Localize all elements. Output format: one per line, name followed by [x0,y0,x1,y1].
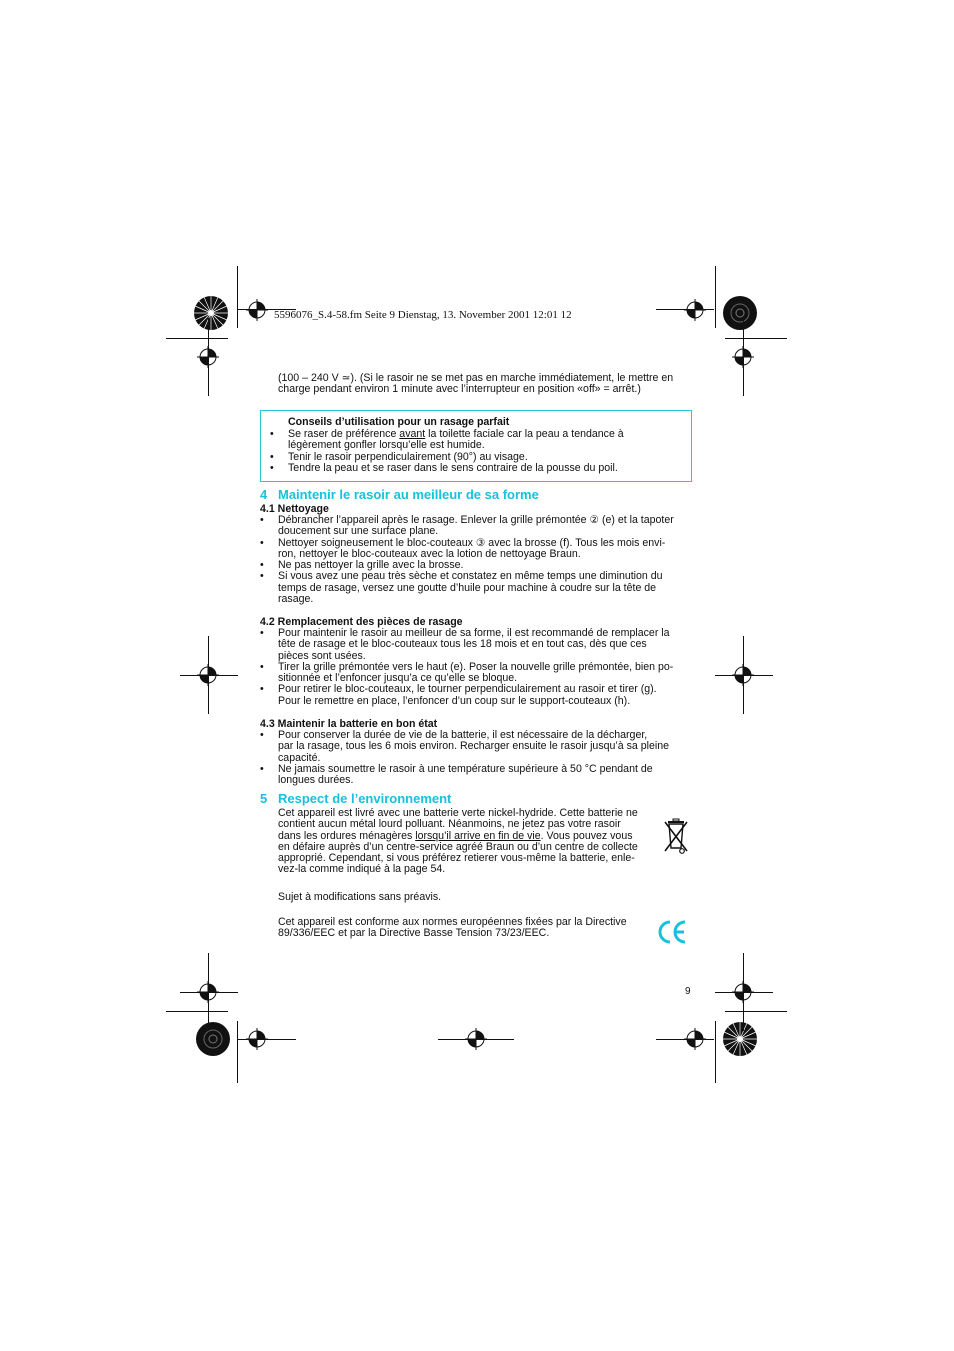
list-item-line: Ne pas nettoyer la grille avec la brosse. [278,559,464,572]
modification-notice: Sujet à modifications sans préavis. [278,891,442,903]
crop-line [656,1039,714,1040]
bullet: • [260,660,264,673]
crosshair-mark-icon [246,299,268,321]
paragraph-line: en défaire auprès d’un centre-service agréé Braun ou d’un centre de collecte [278,840,638,853]
list-item-line: Pour retirer le bloc-couteaux, le tourner perpendiculairement au rasoir et tirer (g). [278,683,657,696]
crop-line [743,318,744,396]
tips-list [270,428,688,474]
list-item-line: Pour conserver la durée de vie de la batterie, il est nécessaire de la décharger, [278,729,648,741]
list-item-line: temps de rasage, versez une goutte d’huile pour machine à coudre sur la tête de [278,581,657,594]
tip-emphasis: avant [399,428,426,440]
crop-line [237,1021,238,1083]
ce-mark-icon [656,918,688,946]
crop-line [166,1011,228,1012]
list-item [260,514,698,538]
list-item [260,762,698,787]
subsection-title: 4.2 Remplacement des pièces de rasage [260,616,463,628]
section-heading [260,487,539,502]
tip-text: légèrement gonfler lorsqu’elle est humide. [288,439,485,452]
paragraph-line: contient aucun métal lourd polluant. Néanmoins, ne jetez pas votre rasoir [278,818,621,831]
list-item-line: Débrancher l’appareil après le rasage. Enlever la grille prémontée ② (e) et la tapoter [278,514,674,526]
bullet: • [260,683,264,696]
color-wheel-mark-icon [193,295,229,331]
bullet: • [260,729,264,741]
list-item-line: Nettoyer soigneusement le bloc-couteaux ③ avec la brosse (f). Tous les mois envi- [278,536,666,549]
tip-text: la toilette faciale car la peau a tendance à [425,428,624,440]
bullet: • [260,514,264,526]
crop-line [715,266,716,328]
color-wheel-mark-icon [722,1021,758,1057]
list-item [260,729,698,764]
list-item-line: Pour maintenir le rasoir au meilleur de sa forme, il est recommandé de remplacer la [278,627,670,639]
section-title: Maintenir le rasoir au meilleur de sa forme [278,487,539,502]
paragraph-line: approprié. Cependant, si vous préférez retierer vous-même la batterie, enle- [278,852,635,865]
paragraph-line: Cet appareil est livré avec une batterie verte nickel-hydride. Cette batterie ne [278,807,638,819]
bullet: • [260,570,264,583]
list-item-line: Ne jamais soumettre le rasoir à une température supérieure à 50 °C pendant de [278,762,653,775]
tip-text: Se raser de préférence [288,428,400,440]
list-item-line: Si vous avez une peau très sèche et constatez en même temps une diminution du [278,570,663,583]
tip-text: Tendre la peau et se raser dans le sens contraire de la pousse du poil. [288,461,618,474]
paragraph-text: . Vous pouvez vous [540,829,633,842]
environment-paragraph [278,808,663,876]
paragraph-emphasis: lorsqu’il arrive en fin de vie [415,829,541,842]
list-item-line: tête de rasage et le bloc-couteaux tous les 18 mois et en tout cas, dès que ces [278,638,647,651]
list-item [260,683,698,707]
replacement-list [260,627,698,707]
tips-title: Conseils d’utilisation pour un rasage parfait [288,416,510,428]
subsection-title: 4.3 Maintenir la batterie en bon état [260,718,438,730]
crop-line [238,1039,296,1040]
crop-line [656,309,714,310]
crosshair-mark-icon [684,299,706,321]
bullet: • [260,627,264,639]
battery-list [260,729,698,787]
section-number: 5 [260,791,268,806]
list-item-line: sitionnée et l’enfoncer jusqu’a ce qu’elle se bloque. [278,672,518,685]
bullet: • [270,450,274,463]
color-wheel-mark-icon [195,1021,231,1057]
list-item-line: pièces sont usées. [278,649,366,662]
list-item [270,428,688,452]
bullet: • [270,461,274,474]
tip-text: Tenir le rasoir perpendiculairement (90°) au visage. [288,450,528,463]
bullet: • [270,428,274,440]
section-number: 4 [260,487,268,502]
crop-line [725,1011,787,1012]
crop-line [208,318,209,396]
list-item-line: Tirer la grille prémontée vers le haut (e). Poser la nouvelle grille prémontée, bien po- [278,660,674,673]
intro-line: (100 – 240 V ≃). (Si le rasoir ne se met pas en marche immédiatement, le mettre en [278,372,674,384]
crossed-bin-icon [663,818,689,856]
list-item-line: doucement sur une surface plane. [278,525,439,538]
page-number: 9 [685,986,691,997]
list-item [260,627,698,662]
list-item [260,536,698,561]
subsection-title: 4.1 Nettoyage [260,503,329,515]
crop-line [725,338,787,339]
file-header: 5596076_S.4-58.fm Seite 9 Dienstag, 13. November 2001 12:01 12 [274,309,572,321]
crop-line [180,675,238,676]
crop-line [237,266,238,328]
list-item-line: Pour le remettre en place, l’enfoncer d’un coup sur le support-couteaux (h). [278,694,631,707]
conformity-paragraph [278,917,658,940]
bullet: • [260,536,264,549]
crop-line [715,1021,716,1083]
intro-line: charge pendant environ 1 minute avec l’interrupteur en position «off» = arrêt.) [278,383,641,396]
bullet: • [260,559,264,572]
section-title: Respect de l’environnement [278,791,452,806]
section-heading [260,791,451,806]
list-item-line: rasage. [278,593,314,606]
color-wheel-mark-icon [722,295,758,331]
cleaning-list [260,514,698,606]
list-item [260,660,698,685]
list-item [260,570,698,606]
crop-line [180,992,238,993]
list-item [270,461,688,474]
crop-line [438,1039,514,1040]
list-item-line: capacité. [278,751,321,764]
list-item-line: par la rasage, tous les 6 mois environ. Recharger ensuite le rasoir jusqu’à sa pleine [278,740,670,753]
paragraph-line: Cet appareil est conforme aux normes européennes fixées par la Directive [278,916,627,928]
crop-line [715,992,773,993]
paragraph-line: 89/336/EEC et par la Directive Basse Tension 73/23/EEC. [278,927,550,940]
paragraph-line: vez-la comme indiqué à la page 54. [278,863,446,876]
list-item-line: ron, nettoyer le bloc-couteaux avec la lotion de nettoyage Braun. [278,547,581,560]
list-item-line: longues durées. [278,774,354,787]
crop-line [715,675,773,676]
intro-paragraph [278,373,698,396]
crop-line [166,338,228,339]
bullet: • [260,762,264,775]
paragraph-text: dans les ordures ménagères [278,829,416,842]
